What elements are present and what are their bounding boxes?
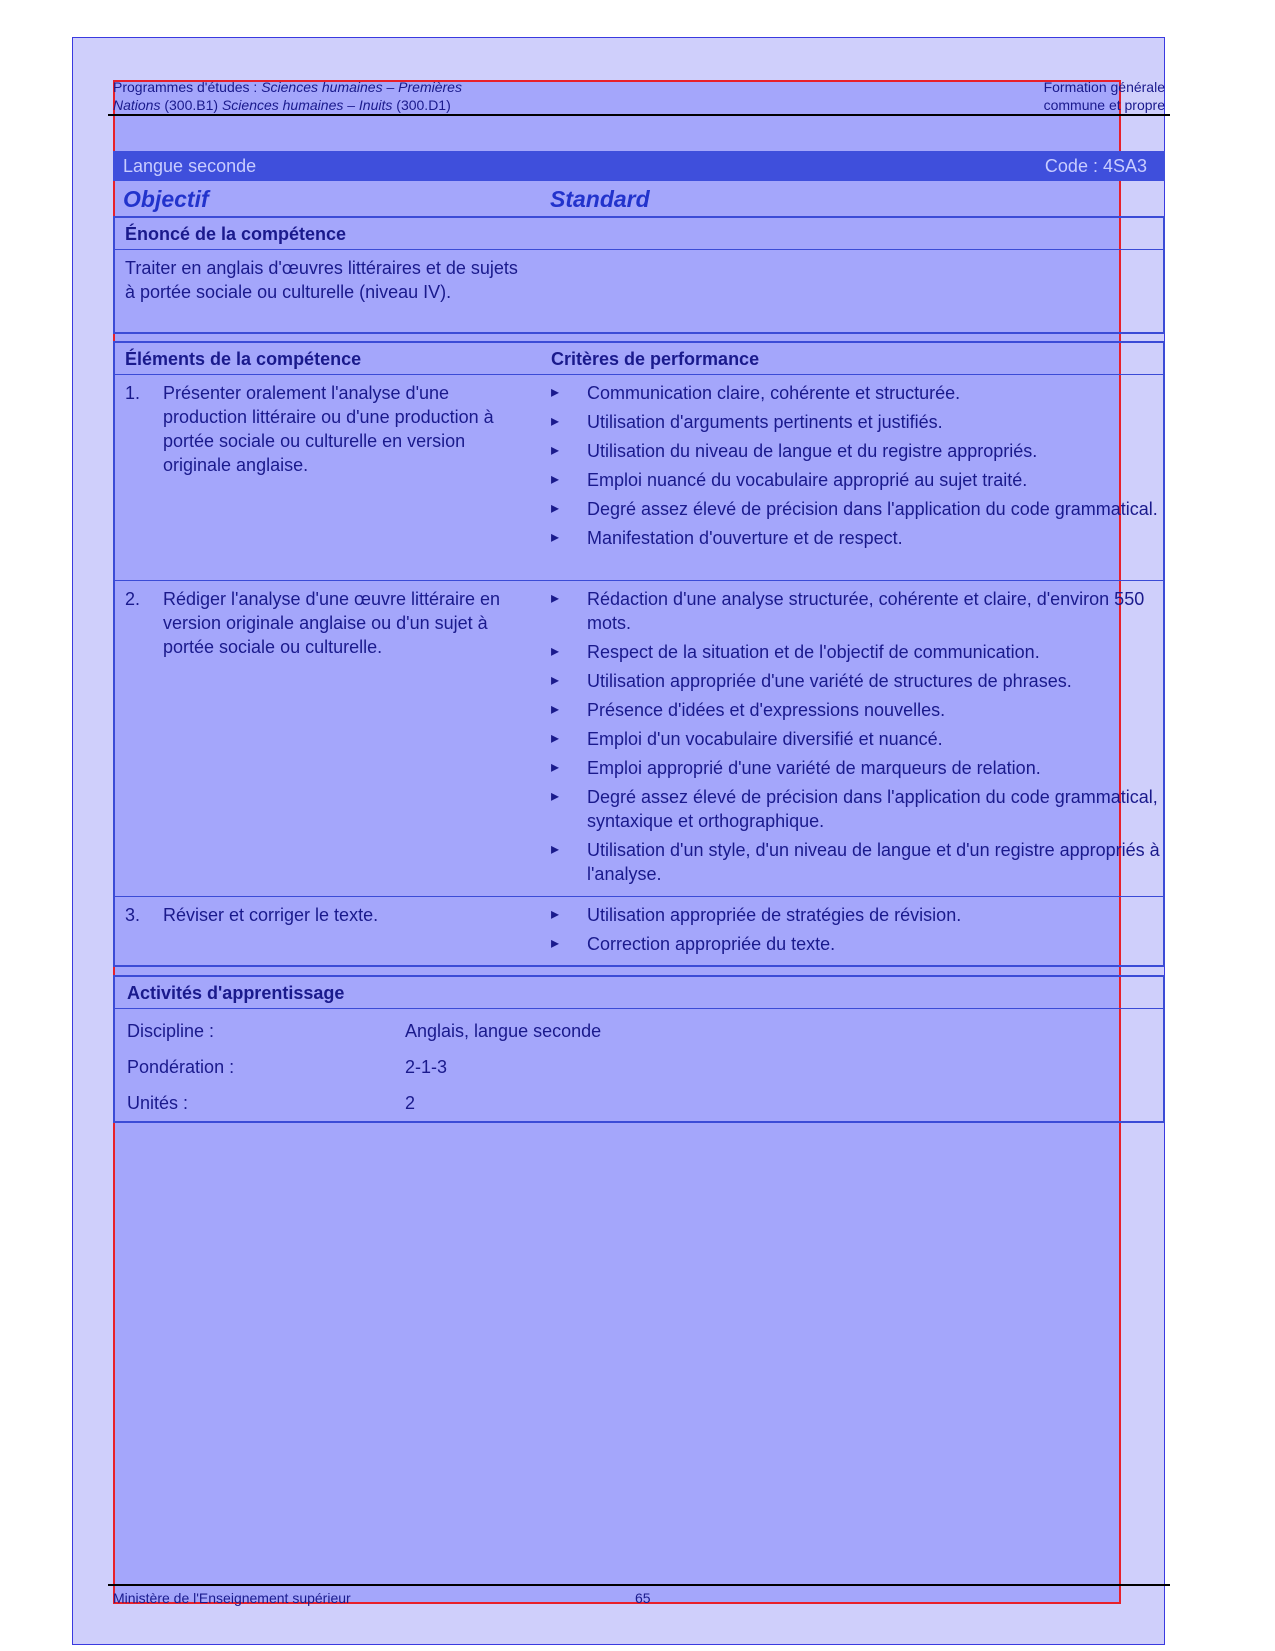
elements-heading: Éléments de la compétence (125, 349, 362, 369)
header-left-line1a: Programmes d'études : (113, 79, 262, 95)
criteria-list (551, 897, 1163, 967)
activite-key: Discipline : (127, 1021, 215, 1041)
criterion-item: ▸ Rédaction d'une analyse structurée, cohérente et claire, d'environ 550 mots. (551, 587, 1163, 635)
enonce-text: Traiter en anglais d'œuvres littéraires et de sujets à portée sociale ou culturelle (niveau IV). (125, 258, 518, 302)
running-header (113, 78, 1165, 114)
criteria-list (551, 375, 1163, 561)
objective-label: Objectif (123, 186, 209, 212)
criterion-item: ▸ Emploi nuancé du vocabulaire approprié au sujet traité. (551, 468, 1163, 492)
activites-heading: Activités d'apprentissage (115, 977, 1163, 1009)
element-number: 3. (125, 905, 141, 925)
activites-details (115, 1009, 1163, 1121)
criterion-item: ▸ Degré assez élevé de précision dans l'application du code grammatical, syntaxique et orthographique. (551, 785, 1163, 833)
element-cell (125, 381, 535, 477)
header-rule (108, 114, 1170, 116)
element-text: Rédiger l'analyse d'une œuvre littéraire en version originale anglaise ou d'un sujet à portée sociale ou culturelle. (163, 589, 501, 657)
element-number: 1. (125, 383, 141, 403)
enonce-heading: Énoncé de la compétence (115, 218, 1163, 250)
criteria-heading: Critères de performance (551, 349, 760, 369)
enonce-box (113, 216, 1165, 334)
criterion-item: ▸ Manifestation d'ouverture et de respect. (551, 526, 1163, 550)
criterion-item: ▸ Utilisation d'un style, d'un niveau de langue et d'un registre appropriés à l'analyse. (551, 838, 1163, 886)
criterion-item: ▸ Utilisation appropriée d'une variété de structures de phrases. (551, 669, 1163, 693)
competence-box (113, 341, 1165, 967)
criterion-item: ▸ Emploi d'un vocabulaire diversifié et nuancé. (551, 727, 1163, 751)
competence-head (115, 343, 1163, 375)
criterion-item: ▸ Respect de la situation et de l'objectif de communication. (551, 640, 1163, 664)
criterion-item: ▸ Degré assez élevé de précision dans l'application du code grammatical. (551, 497, 1163, 521)
page-number: 65 (635, 1590, 651, 1606)
activite-line (115, 1013, 1163, 1049)
activite-key: Unités : (127, 1093, 189, 1113)
header-right-line1: Formation générale (1043, 79, 1165, 95)
element-number: 2. (125, 589, 141, 609)
header-left (113, 78, 462, 114)
criterion-item: ▸ Communication claire, cohérente et structurée. (551, 381, 1163, 405)
footer-ministry: Ministère de l'Enseignement supérieur (113, 1590, 351, 1606)
criterion-item: ▸ Correction appropriée du texte. (551, 932, 1163, 956)
footer-rule (108, 1584, 1170, 1586)
header-left-line2a: Nations (113, 97, 161, 113)
header-left-line2b: (300.B1) (160, 97, 222, 113)
course-bar (113, 151, 1165, 181)
header-left-line2c: Sciences humaines – Inuits (221, 97, 393, 113)
course-code: Code : 4SA3 (1044, 156, 1147, 176)
activites-box (113, 975, 1165, 1123)
criterion-item: ▸ Utilisation appropriée de stratégies de révision. (551, 903, 1163, 927)
element-cell (125, 587, 535, 659)
criteria-list (551, 581, 1163, 897)
criterion-item: ▸ Emploi approprié d'une variété de marqueurs de relation. (551, 756, 1163, 780)
element-text: Présenter oralement l'analyse d'une production littéraire ou d'une production à portée sociale ou culturelle en version originale anglaise. (163, 383, 494, 475)
activite-line (115, 1049, 1163, 1085)
criterion-item: ▸ Utilisation du niveau de langue et du registre appropriés. (551, 439, 1163, 463)
competence-row (115, 375, 1163, 581)
criterion-item: ▸ Présence d'idées et d'expressions nouvelles. (551, 698, 1163, 722)
competence-row (115, 581, 1163, 897)
objective-row (113, 186, 1165, 216)
header-right-line2: commune et propre (1043, 97, 1165, 113)
course-title: Langue seconde (123, 156, 257, 176)
standard-label: Standard (550, 186, 650, 212)
activite-value: Anglais, langue seconde (405, 1021, 602, 1041)
criterion-item: ▸ Utilisation d'arguments pertinents et justifiés. (551, 410, 1163, 434)
activite-value: 2 (405, 1093, 416, 1113)
element-text: Réviser et corriger le texte. (163, 905, 379, 925)
activite-key: Pondération : (127, 1057, 235, 1077)
header-left-line1b: Sciences humaines – Premières (261, 79, 462, 95)
competence-row (115, 897, 1163, 963)
running-footer (113, 1590, 1165, 1606)
header-left-line2d: (300.D1) (392, 97, 451, 113)
activite-line (115, 1085, 1163, 1121)
element-cell (125, 903, 535, 927)
activite-value: 2-1-3 (405, 1057, 448, 1077)
header-right (1044, 78, 1165, 114)
